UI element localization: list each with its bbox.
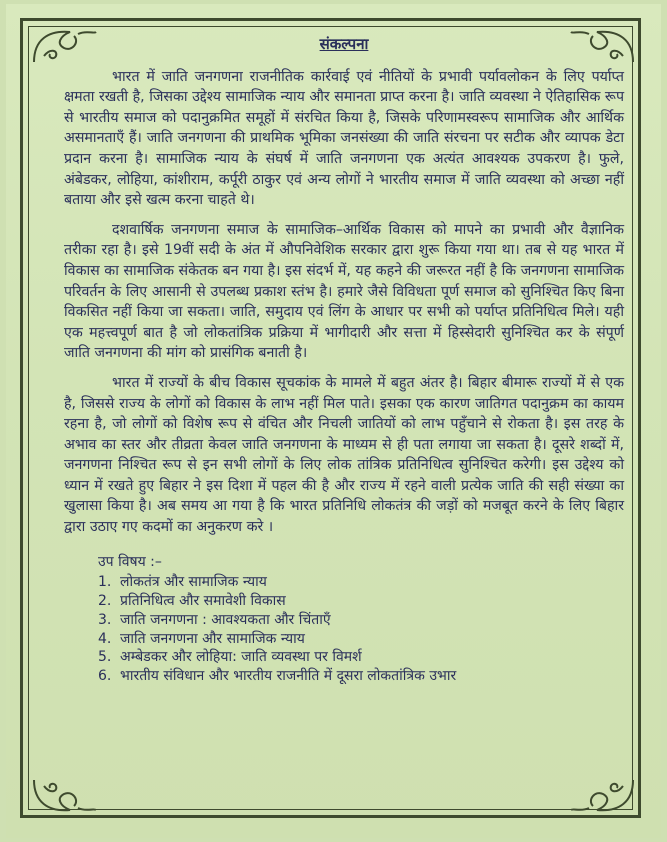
- paragraph-3: भारत में राज्यों के बीच विकास सूचकांक के मामले में बहुत अंतर है। बिहार बीमारू राज्यों में से एक है, जिससे राज्य के लोगों को विकास के लाभ नहीं मिल पाते। इसका एक कारण जातिगत पदानुक्रम का कायम रहना है, जो लोगों को विशेष रूप से वंचित और निचली जातियों को लाभ पहुँचाने से रोकता है। इस तरह के अभाव का स्तर और तीव्रता केवल जाति जनगणना के माध्यम से ही पता लगाया जा सकता है। दूसरे शब्दों में, जनगणना निश्चित रूप से इन सभी लोगों के लिए लोक तांत्रिक प्रतिनिधित्व सुनिश्चित करेगी। इस उद्देश्य को ध्यान में रखते हुए बिहार ने इस दिशा में पहल की है और राज्य में रहने वाली प्रत्येक जाति की सही संख्या का खुलासा किया है। अब समय आ गया है कि भारत प्रतिनिधि लोकतंत्र की जड़ों को मजबूत करने के लिए बिहार द्वारा उठाए गए कदमों का अनुकरण करे ।: [64, 374, 624, 536]
- list-item: 6. भारतीय संविधान और भारतीय राजनीति में दूसरा लोकतांत्रिक उभार: [98, 668, 457, 685]
- subtopics-heading: उप विषय :–: [98, 553, 162, 570]
- list-item: 4. जाति जनगणना और सामाजिक न्याय: [98, 630, 305, 647]
- paragraph-2: दशवार्षिक जनगणना समाज के सामाजिक–आर्थिक विकास को मापने का प्रभावी और वैज्ञानिक तरीका रहा है। इसे 19वीं सदी के अंत में औपनिवेशिक सरकार द्वारा शुरू किया गया था। तब से यह भारत में विकास का सामाजिक संकेतक बन गया है। इस संदर्भ में, यह कहने की जरूरत नहीं है कि जनगणना सामाजिक परिवर्तन के लिए आसानी से उपलब्ध प्रकाश स्तंभ है। हमारे जैसे विविधता पूर्ण समाज को सुनिश्चित किए बिना विकसित नहीं किया जा सकता। जाति, समुदाय एवं लिंग के आधार पर सभी को पर्याप्त प्रतिनिधित्व मिले। यही एक महत्त्वपूर्ण बात है जो लोकतांत्रिक प्रक्रिया में भागीदारी और सत्ता में हिस्सेदारी सुनिश्चित कर के संपूर्ण जाति जनगणना की मांग को प्रासंगिक बनाती है।: [64, 221, 624, 362]
- subtopics-list: [64, 573, 624, 686]
- list-item: 2. प्रतिनिधित्व और समावेशी विकास: [98, 593, 286, 610]
- paragraph-1: भारत में जाति जनगणना राजनीतिक कार्रवाई एवं नीतियों के प्रभावी पर्यावलोकन के लिए पर्याप्त क्षमता रखती है, जिसका उद्देश्य सामाजिक न्याय और समानता प्राप्त करना है। जाति व्यवस्था ने ऐतिहासिक रूप से भारतीय समाज को पदानुक्रमित समूहों में संरचित किया है, जिसके परिणामस्वरूप सामाजिक और आर्थिक असमानताएँ हैं। जाति जनगणना की प्राथमिक भूमिका जनसंख्या की जाति संरचना पर सटीक और व्यापक डेटा प्रदान करना है। सामाजिक न्याय के संघर्ष में जाति जनगणना एक अत्यंत आवश्यक उपकरण है। फुले, अंबेडकर, लोहिया, कांशीराम, कर्पूरी ठाकुर एवं अन्य लोगों ने भारतीय समाज में जाति व्यवस्था को अच्छा नहीं बताया और इसे खत्म करना चाहते थे।: [64, 68, 624, 209]
- list-item: 1. लोकतंत्र और सामाजिक न्याय: [98, 574, 267, 591]
- corner-ornament-icon: [567, 776, 637, 816]
- corner-ornament-icon: [30, 776, 100, 816]
- document-body: [64, 34, 624, 686]
- page-title: संकल्पना: [319, 35, 369, 53]
- list-item: 3. जाति जनगणना : आवश्यकता और चिंताएँ: [98, 611, 331, 628]
- list-item: 5. अम्बेडकर और लोहिया: जाति व्यवस्था पर विमर्श: [98, 649, 362, 666]
